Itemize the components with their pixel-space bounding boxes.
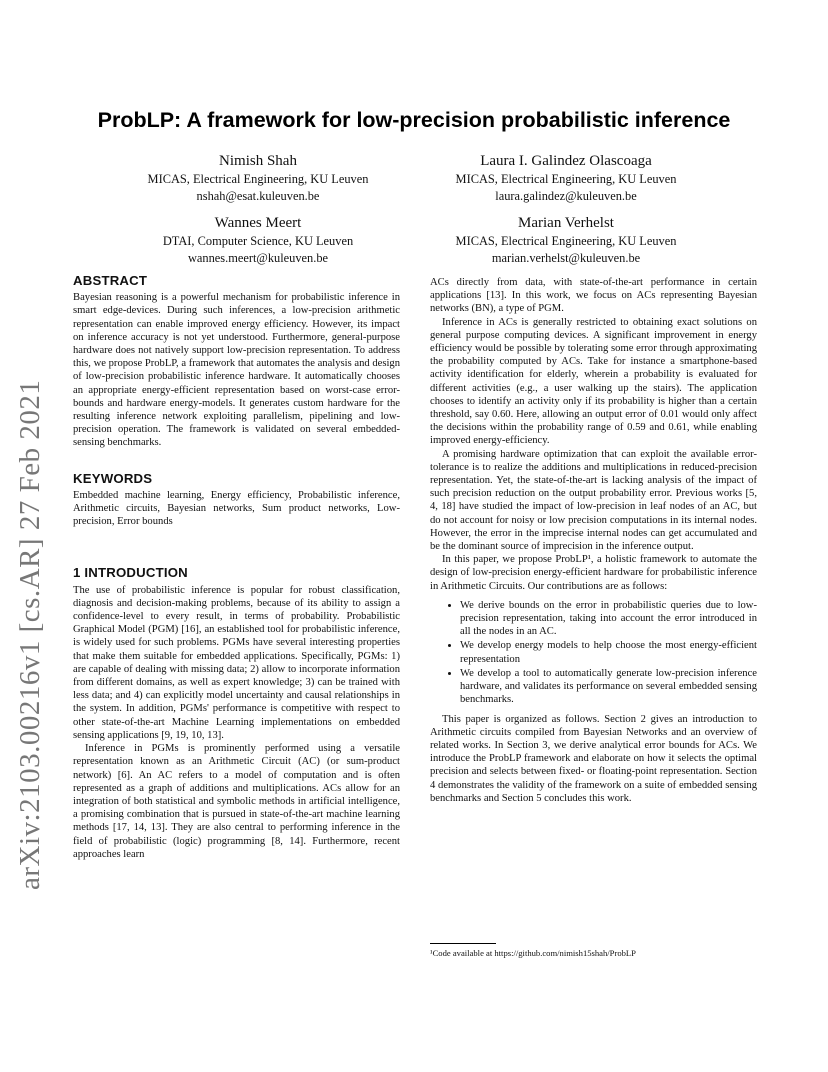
author-email: nshah@esat.kuleuven.be xyxy=(196,188,320,203)
keywords-heading: KEYWORDS xyxy=(73,470,153,486)
author-block xyxy=(108,213,408,266)
intro-paragraph: In this paper, we propose ProbLP¹, a holistic framework to automate the design of low-precision energy-efficient hardware for probabilistic inference in Arithmetic Circuits. Our contributions are as follows: xyxy=(430,554,757,592)
author-name: Nimish Shah xyxy=(219,153,297,169)
author-affiliation: DTAI, Computer Science, KU Leuven xyxy=(162,234,354,248)
author-block xyxy=(416,151,716,204)
author-affiliation: MICAS, Electrical Engineering, KU Leuven xyxy=(147,172,369,186)
author-name: Laura I. Galindez Olascoaga xyxy=(480,153,652,169)
intro-paragraph: Inference in PGMs is prominently performed using a versatile representation known as an Arithmetic Circuit (AC) (or sum-product network) [6]. An AC refers to a model of computation and is often represented as a graph of additions and multiplications. ACs allow for an integration of both statistical and symbolic methods in artificial intelligence, a promising combination that is pursued in state-of-the-art machine learning methods [17, 14, 13]. They are also central to performing inference in the field of probabilistic (logic) programming [8, 14]. Furthermore, recent approaches learn xyxy=(73,743,400,860)
contributions-list xyxy=(430,599,757,707)
footnote: ¹Code available at https://github.com/nimish15shah/ProbLP xyxy=(430,948,636,958)
author-block xyxy=(108,151,408,204)
author-name: Marian Verhelst xyxy=(518,215,614,231)
abstract-text: Bayesian reasoning is a powerful mechanism for probabilistic inference in smart edge-devices. During such inferences, a low-precision arithmetic representation can enable improved energy efficiency. However, its impact on inference accuracy is not yet understood. Furthermore, general-purpose hardware does not natively support low-precision representation. To address this, we propose ProbLP, a framework that automates the analysis and design of low-precision probabilistic inference hardware. It automatically chooses an appropriate energy-efficient representation based on worst-case error-bounds and hardware energy-models. It generates custom hardware for the resulting inference network exploiting parallelism, pipelining and low-precision operation. The framework is validated on several embedded-sensing benchmarks. xyxy=(73,292,400,449)
author-email: laura.galindez@kuleuven.be xyxy=(495,188,637,203)
keywords-text: Embedded machine learning, Energy efficiency, Probabilistic inference, Arithmetic circuits, Bayesian networks, Sum product networks, Low-precision, Error bounds xyxy=(73,489,400,528)
author-affiliation: MICAS, Electrical Engineering, KU Leuven xyxy=(455,172,677,186)
left-column xyxy=(73,274,400,861)
author-name: Wannes Meert xyxy=(214,215,302,231)
list-item: • We derive bounds on the error in probabilistic queries due to low-precision representation, taking into account the error introduced in all the nodes in an AC. xyxy=(460,599,757,639)
intro-paragraph: This paper is organized as follows. Section 2 gives an introduction to Arithmetic circuits compiled from Bayesian Networks and an overview of related works. In Section 3, we derive analytical error bounds for ACs. We introduce the ProbLP framework and elaborate on how it selects the optimal precision and selects between fixed- or floating-point representation. Section 4 demonstrates the validity of the framework on a suite of embedded sensing benchmarks and Section 5 concludes this work. xyxy=(430,713,757,804)
introduction-heading: 1 INTRODUCTION xyxy=(73,565,188,581)
arxiv-identifier: arXiv:2103.00216v1 [cs.AR] 27 Feb 2021 xyxy=(14,379,46,890)
paper-title: ProbLP: A framework for low-precision probabilistic inference xyxy=(97,108,731,132)
list-item: • We develop a tool to automatically generate low-precision inference hardware, and validates its performance on several embedded sensing benchmarks. xyxy=(460,667,757,707)
abstract-heading: ABSTRACT xyxy=(73,273,148,288)
author-block xyxy=(416,213,716,266)
author-affiliation: MICAS, Electrical Engineering, KU Leuven xyxy=(455,234,677,248)
list-item: • We develop energy models to help choose the most energy-efficient representation xyxy=(460,639,757,665)
intro-paragraph: The use of probabilistic inference is popular for robust classification, diagnosis and decision-making problems, because of its ability to assign a confidence-level to every result, in terms of probability. Probabilistic Graphical Model (PGM) [16], an established tool for probabilistic inference, is widely used for such problems. PGMs have several interesting properties that make them suitable for embedded applications. Specifically, PGMs: 1) are capable of dealing with missing data; 2) allow to incorporate information from different domains, as well as expert knowledge; 3) can be trained with less data; and 4) can explicitly model uncertainty and causal relationships in the system. In addition, PGMs' performance is competitive with respect to other state-of-the-art Machine Learning implementations on embedded sensing applications [9, 19, 10, 13]. xyxy=(73,584,400,741)
intro-paragraph: Inference in ACs is generally restricted to obtaining exact solutions on general purpose computing devices. A significant improvement in energy efficiency would be possible by tolerating some error through approximating the probability computed by ACs. Take for instance a smartphone-based activity identification for elderly, wherein a probability is evaluated for different activities (e.g., a user walking up the stairs). The application chooses to identify an activity only if its probability is higher than a certain threshold, say 0.60. Here, allowing an output error of 0.01 would only affect the decisions within the probability range of 0.59 and 0.61, while enabling improved energy-efficiency. xyxy=(430,316,757,447)
author-email: marian.verhelst@kuleuven.be xyxy=(491,250,641,265)
right-column xyxy=(430,276,757,805)
intro-paragraph: ACs directly from data, with state-of-the-art performance in certain applications [13]. In this work, we focus on ACs representing Bayesian networks (BN), a type of PGM. xyxy=(430,277,757,315)
footnote-divider xyxy=(430,943,496,944)
author-email: wannes.meert@kuleuven.be xyxy=(187,250,329,265)
intro-paragraph: A promising hardware optimization that can exploit the available error-tolerance is to realize the additions and multiplications in reduced-precision representation. Yet, the state-of-the-art is lacking analysis of the impact of such precision reduction on the output probability error. Previous works [5, 4, 18] have studied the impact of low-precision in leaf nodes of an AC, but do not account for noisy or low precision computations in its internal nodes. However, the error in the imprecise internal nodes can get accumulated and be the dominant source of imprecision in the inference output. xyxy=(430,448,757,553)
